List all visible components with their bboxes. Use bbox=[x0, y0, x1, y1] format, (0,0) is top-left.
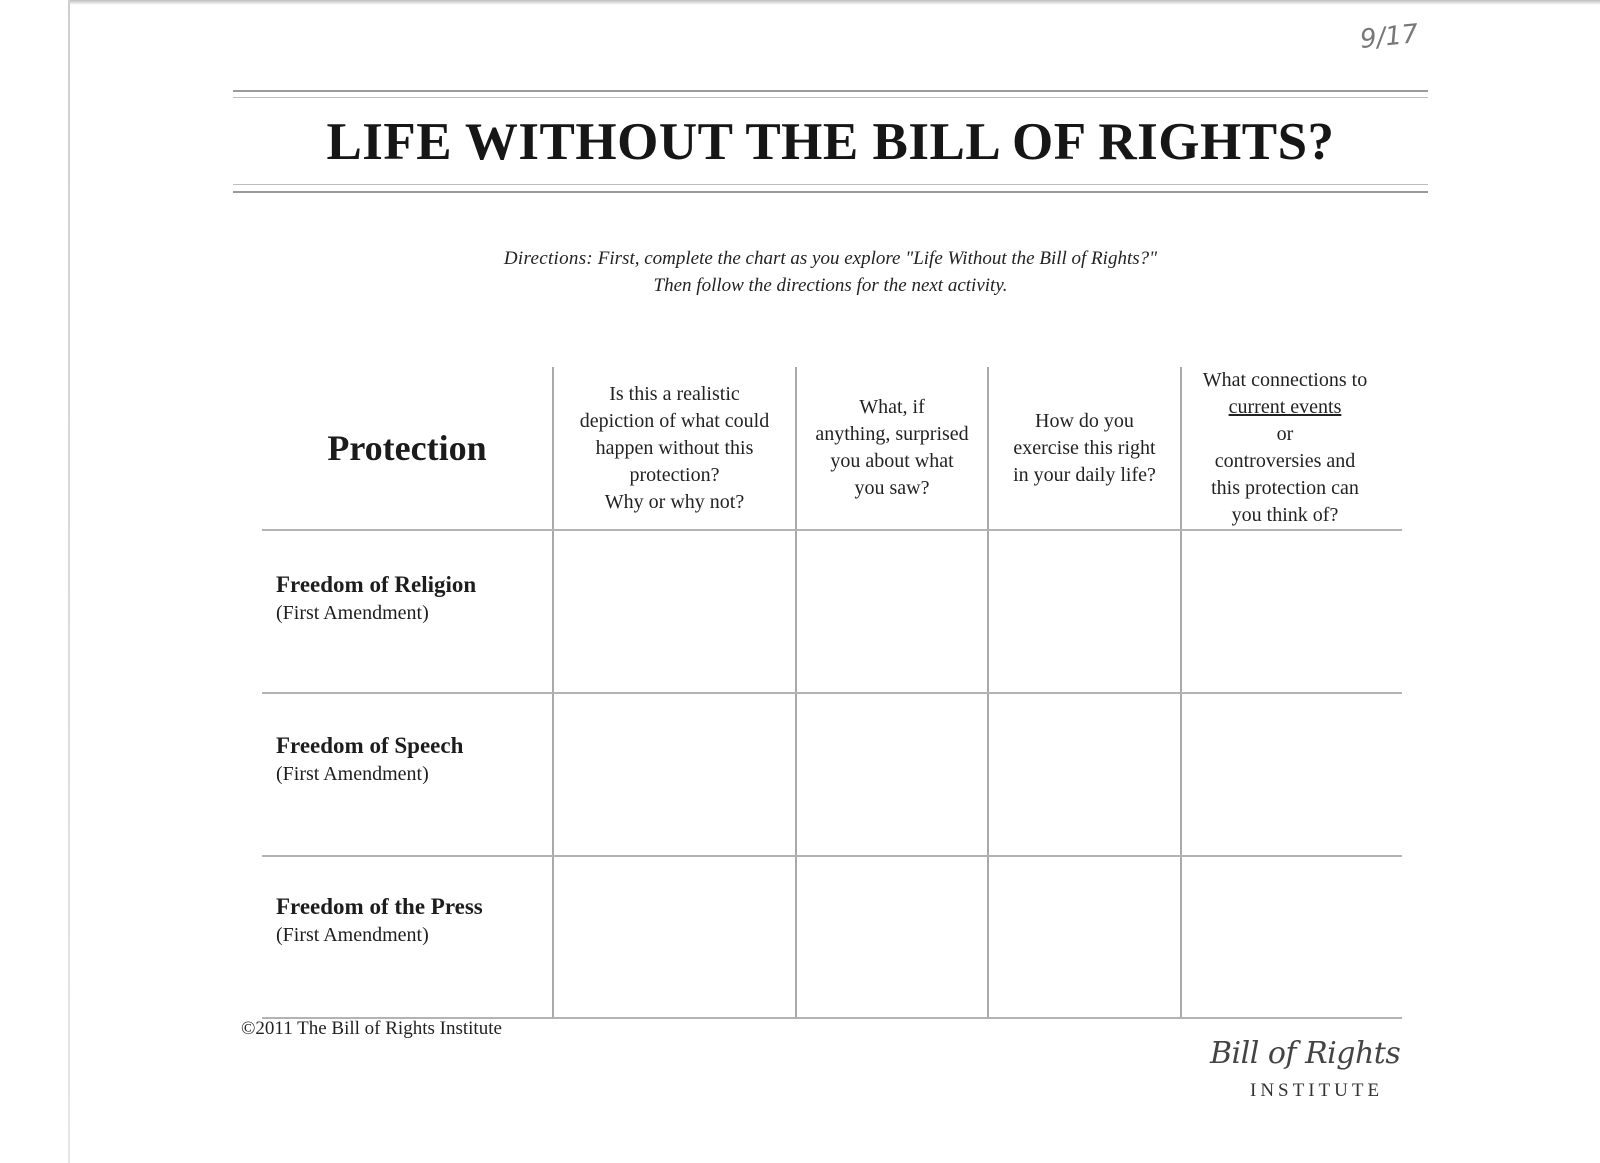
header-line: anything, surprised bbox=[815, 423, 969, 445]
row-name: Freedom of Speech bbox=[276, 733, 464, 758]
question-header-realistic bbox=[554, 367, 795, 529]
question-header-connections bbox=[1182, 367, 1388, 529]
row-label-religion bbox=[276, 570, 476, 626]
row-divider bbox=[262, 692, 1402, 694]
row-amendment: (First Amendment) bbox=[276, 602, 429, 624]
underlined-text: current events bbox=[1228, 396, 1342, 418]
header-line: this protection can bbox=[1211, 477, 1359, 499]
directions-text-1: First, complete the chart as you explore "Life Without the Bill of Rights?" bbox=[597, 248, 1158, 269]
header-line: How do you bbox=[1035, 409, 1134, 432]
header-line: you about what bbox=[830, 450, 954, 472]
question-header-daily-life bbox=[989, 367, 1180, 529]
title-rule-top bbox=[233, 90, 1428, 92]
bill-of-rights-institute-logo bbox=[1210, 1036, 1410, 1106]
header-line: What connections to bbox=[1202, 369, 1368, 391]
row-label-press bbox=[276, 892, 483, 948]
header-line: controversies and bbox=[1214, 450, 1356, 472]
header-line: Is this a realistic bbox=[609, 382, 740, 405]
header-line: depiction of what could bbox=[579, 409, 770, 432]
logo-script: Bill of Rights bbox=[1210, 1036, 1401, 1071]
header-line: you think of? bbox=[1231, 504, 1339, 526]
header-line: happen without this bbox=[595, 436, 754, 459]
header-line bbox=[1203, 394, 1367, 448]
row-amendment: (First Amendment) bbox=[276, 763, 429, 785]
header-line: exercise this right bbox=[1013, 436, 1156, 459]
worksheet-chart bbox=[262, 367, 1402, 1019]
handwritten-date: 9/17 bbox=[1358, 19, 1420, 55]
title-rule-bottom-inner bbox=[233, 184, 1428, 185]
logo-word: INSTITUTE bbox=[1250, 1080, 1384, 1101]
row-name: Freedom of Religion bbox=[276, 572, 477, 597]
row-name: Freedom of the Press bbox=[276, 894, 483, 919]
page-title: LIFE WITHOUT THE BILL OF RIGHTS? bbox=[326, 113, 1335, 171]
scan-edge-left bbox=[68, 0, 70, 1163]
directions-text-2: Then follow the directions for the next activity. bbox=[653, 275, 1008, 296]
header-line: you saw? bbox=[854, 477, 930, 499]
title-rule-top-inner bbox=[233, 97, 1428, 98]
protection-header: Protection bbox=[327, 428, 487, 468]
copyright-notice: ©2011 The Bill of Rights Institute bbox=[241, 1018, 502, 1039]
header-line-rest: or bbox=[1276, 423, 1294, 445]
directions-label: Directions: bbox=[503, 248, 594, 269]
title-rule-bottom bbox=[233, 191, 1428, 193]
header-line: protection? bbox=[629, 463, 720, 486]
row-divider bbox=[262, 855, 1402, 857]
row-amendment: (First Amendment) bbox=[276, 924, 429, 946]
header-line: Why or why not? bbox=[604, 490, 745, 513]
header-line: What, if bbox=[859, 396, 925, 418]
question-header-surprised bbox=[797, 367, 987, 529]
header-line: in your daily life? bbox=[1013, 463, 1156, 486]
scan-edge-top bbox=[68, 0, 1600, 5]
row-label-speech bbox=[276, 731, 463, 787]
directions bbox=[233, 245, 1428, 299]
directions-line-1 bbox=[233, 245, 1428, 272]
row-divider bbox=[262, 529, 1402, 531]
